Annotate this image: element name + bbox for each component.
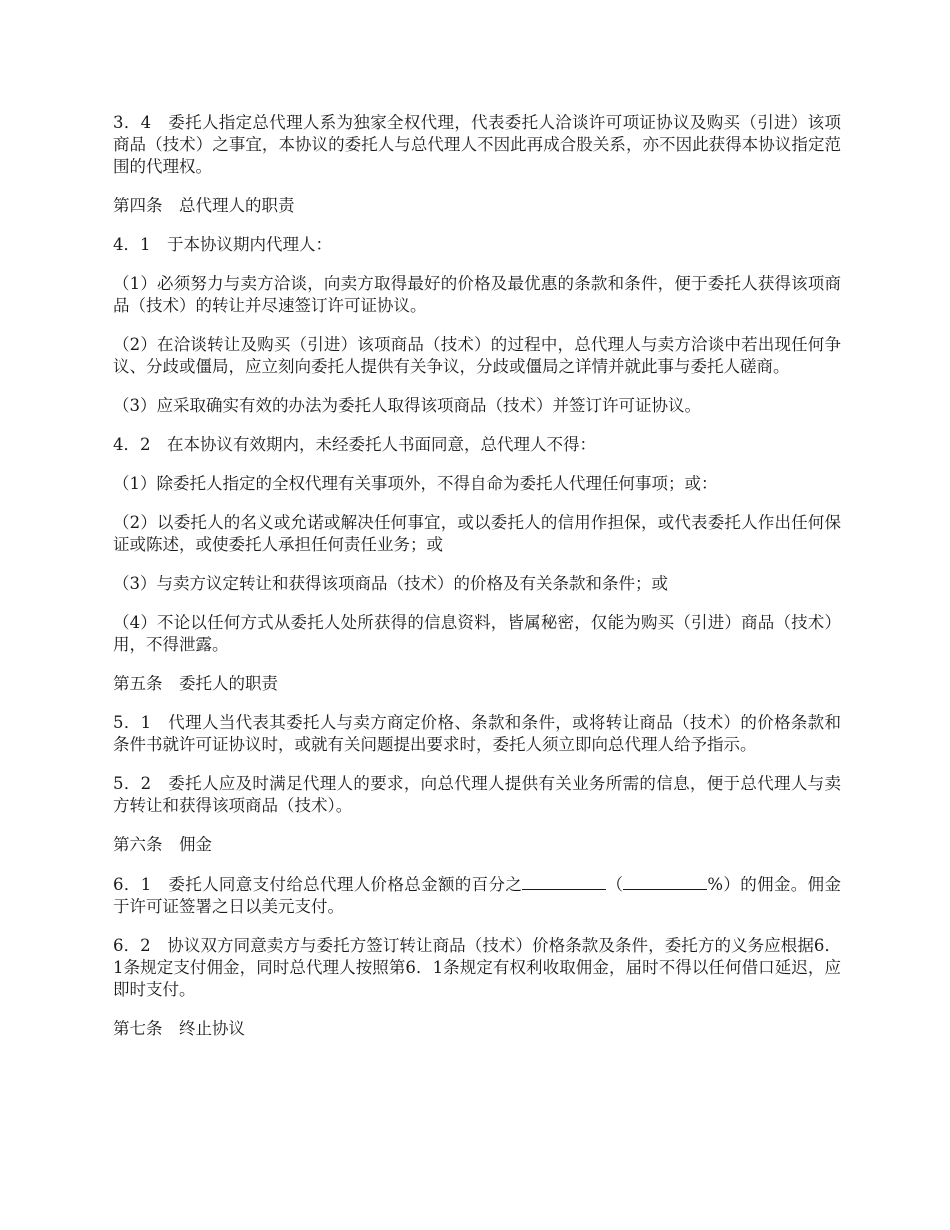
article-6-heading: 第六条 佣金 [113,835,212,854]
clause-5-1: 5．1 代理人当代表其委托人与卖方商定价格、条款和条件，或将转让商品（技术）的价格条款和条件书就许可证协议时，或就有关问题提出要求时，委托人须立即向总代理人给予指示。 [113,713,841,754]
clause-6-1-text-b: （ [606,875,624,894]
clause-4-1: 4．1 于本协议期内代理人： [113,235,332,254]
commission-percent-figure-blank [623,873,707,890]
article-5-heading: 第五条 委托人的职责 [113,674,278,693]
clause-3-4: 3．4 委托人指定总代理人系为独家全权代理，代表委托人洽谈许可项证协议及购买（引进）该项商品（技术）之事宜，本协议的委托人与总代理人不因此再成合股关系，亦不因此获得本协议指定范围的代理权。 [113,113,841,176]
clause-4-2: 4．2 在本协议有效期内，未经委托人书面同意，总代理人不得： [113,435,596,454]
document-page [113,112,841,1057]
clause-4-2-item-2: （2）以委托人的名义或允诺或解决任何事宜，或以委托人的信用作担保，或代表委托人作出任何保证或陈述，或使委托人承担任何责任业务；或 [113,513,841,554]
clause-4-2-item-1: （1）除委托人指定的全权代理有关事项外，不得自命为委托人代理任何事项；或： [113,474,718,493]
clause-6-2: 6．2 协议双方同意卖方与委托方签订转让商品（技术）价格条款及条件，委托方的义务应根据6．1条规定支付佣金，同时总代理人按照第6．1条规定有权利收取佣金，届时不得以任何借口延迟，应即时支付。 [113,936,841,999]
article-4-heading: 第四条 总代理人的职责 [113,196,295,215]
clause-6-1 [113,873,841,918]
commission-percent-blank [522,873,606,890]
article-7-heading: 第七条 终止协议 [113,1019,245,1038]
clause-4-2-item-4: （4）不论以任何方式从委托人处所获得的信息资料，皆属秘密，仅能为购买（引进）商品（技术）用，不得泄露。 [113,613,841,654]
clause-6-1-text-a: 6．1 委托人同意支付给总代理人价格总金额的百分之 [113,875,523,894]
clause-5-2: 5．2 委托人应及时满足代理人的要求，向总代理人提供有关业务所需的信息，便于总代理人与卖方转让和获得该项商品（技术）。 [113,774,841,815]
clause-4-1-item-2: （2）在洽谈转让及购买（引进）该项商品（技术）的过程中，总代理人与卖方洽谈中若出现任何争议、分歧或僵局，应立刻向委托人提供有关争议，分歧或僵局之详情并就此事与委托人磋商。 [113,335,841,376]
clause-4-2-item-3: （3）与卖方议定转让和获得该项商品（技术）的价格及有关条款和条件；或 [113,574,668,593]
clause-6-1-text-c: %）的佣金。佣金于许可证签署之日以美元支付。 [113,875,842,916]
clause-4-1-item-1: （1）必须努力与卖方洽谈，向卖方取得最好的价格及最优惠的条款和条件，便于委托人获得该项商品（技术）的转让并尽速签订许可证协议。 [113,274,841,315]
clause-4-1-item-3: （3）应采取确实有效的办法为委托人取得该项商品（技术）并签订许可证协议。 [113,396,701,415]
